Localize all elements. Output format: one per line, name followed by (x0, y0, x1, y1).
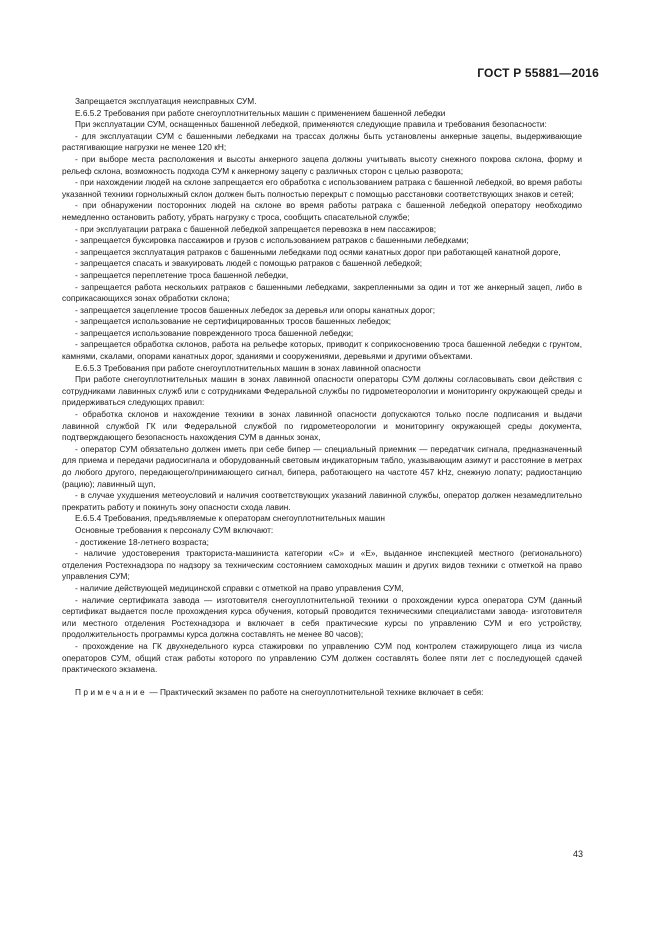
list-item: - наличие сертификата завода — изготовителя снегоуплотнительной техники о прохождении курса оператора СУМ (данный сертификат выдается после прохождения курса обучения, который проводится техническими специалистами завода- изготовителя или местного отделения Ростехнадзора и включает в себя практические курсы по управлению СУМ и его устройству, продолжительность программы курса должна составлять не менее 80 часов); (62, 594, 582, 640)
page-number: 43 (572, 849, 583, 859)
section-heading: Е.6.5.4 Требования, предъявляемые к операторам снегоуплотнительных машин (75, 513, 385, 524)
list-item: - в случае ухудшения метеоусловий и наличия соответствующих указаний лавинной службы, оператор должен незамедлительно прекратить работу и покинуть зону опасности схода лавин. (62, 490, 582, 512)
paragraph: При работе снегоуплотнительных машин в зонах лавинной опасности операторы СУМ должны согласовывать свои действия с сотрудниками лавинных служб или с сотрудниками Федеральной службы по гидрометеорологии и мониторингу окружающей среды и придерживаться следующих правил: (62, 374, 582, 408)
paragraph: Запрещается эксплуатация неисправных СУМ. (75, 96, 257, 106)
section-heading: Е.6.5.3 Требования при работе снегоуплотнительных машин в зонах лавинной опасности (75, 362, 421, 373)
list-item: - при эксплуатации ратрака с башенной лебедкой запрещается перевозка в нем пассажиров; (75, 223, 437, 234)
document-header: ГОСТ Р 55881—2016 (477, 66, 599, 80)
section-heading: Е.6.5.2 Требования при работе снегоуплотнительных машин с применением башенной лебедки (75, 107, 446, 118)
list-item: - запрещается использование поврежденного троса башенной лебедки; (75, 327, 354, 338)
paragraph: При эксплуатации СУМ, оснащенных башенной лебедкой, применяются следующие правила и требования безопасности: (75, 119, 547, 130)
list-item: - при выборе места расположения и высоты анкерного зацепа должны учитывать высоту снежного покрова склона, форму и рельеф склона, возможность подхода СУМ к анкерному зацепу с различных сторон с целью разворота; (62, 153, 582, 176)
list-item: - при обнаружении посторонних людей на склоне во время работы ратрака с башенной лебедкой оператору необходимо немедленно остановить работу, убрать нагрузку с троса, сообщить спасательной службе; (62, 200, 582, 222)
list-item: - запрещается работа нескольких ратраков с башенными лебедками, закрепленными за один и тот же анкерный зацеп, либо в соприкасающихся зонах обработки склона; (62, 281, 582, 304)
list-item: - запрещается зацепление тросов башенных лебедок за деревья или опоры канатных дорог; (75, 304, 436, 315)
note (62, 687, 582, 699)
list-item: - обработка склонов и нахождение техники в зонах лавинной опасности допускаются только после подписания и выдачи лавинной службой ГК или Федеральной службой по гидрометеорологии и мониторингу окружающей среды документа, подтверждающего безопасность нахождения СУМ в данных зонах, (62, 409, 582, 443)
list-item: - запрещается обработка склонов, работа на рельефе которых, приводит к соприкосновению троса башенной лебедки с грунтом, камнями, скалами, опорами канатных дорог, зданиями и сооружениями, деревьями и другими объектами. (62, 339, 582, 362)
list-item: - запрещается использование не сертифицированных тросов башенных лебедок; (75, 316, 392, 327)
list-item: - достижение 18-летнего возраста; (75, 536, 209, 547)
list-item: - запрещается спасать и эвакуировать людей с помощью ратраков с башенной лебедкой; (75, 258, 423, 269)
note-label: Примечание (75, 686, 148, 697)
list-item: - для эксплуатации СУМ с башенными лебедками на трассах должны быть установлены анкерные зацепы, выдерживающие растягивающие нагрузки не менее 120 кН; (62, 130, 582, 153)
page-body (62, 96, 582, 698)
list-item: - запрещается эксплуатация ратраков с башенными лебедками под осями канатных дорог при работающей канатной дороге, (75, 246, 561, 257)
list-item: - оператор СУМ обязательно должен иметь при себе бипер — специальный приемник — передатчик сигнала, предназначенный для приема и передачи радиосигнала и оборудованный световым индикаторным табло, указывающим азимут и расстояние в метрах до любого другого, передающего/принимающего сигнал, бипера, работающего на частоте 457 kHz, снежную лопату; радиостанцию (рацию); лавинный щуп, (62, 443, 582, 489)
list-item: - наличие действующей медицинской справки с отметкой на право управления СУМ, (75, 582, 404, 593)
list-item: - прохождение на ГК двухнедельного курса стажировки по управлению СУМ под контролем стажирующего лица из числа операторов СУМ, общий стаж работы которого по управлению СУМ должен составлять более пяти лет с последующей сдачей практического экзамена. (62, 640, 582, 675)
list-item: - наличие удостоверения тракториста-машиниста категории «С» и «Е», выданное инспекцией местного (регионального) отделения Ростехнадзора по надзору за техническим состоянием самоходных машин и других видов техники с отметкой на право управления СУМ; (62, 548, 582, 582)
list-item: - запрещается переплетение троса башенной лебедки, (75, 269, 289, 280)
list-item: - при нахождении людей на склоне запрещается его обработка с использованием ратрака с башенной лебедкой, во время работы указанной техники горнолыжный склон должен быть полностью перекрыт с помощью расстановки соответствующих знаков и сетей; (62, 177, 582, 199)
paragraph: Основные требования к персоналу СУМ включают: (75, 524, 274, 535)
list-item: - запрещается буксировка пассажиров и грузов с использованием ратраков с башенными лебедками; (75, 235, 469, 246)
note-text: — Практический экзамен по работе на снегоуплотнительной технике включает в себя: (147, 686, 484, 697)
